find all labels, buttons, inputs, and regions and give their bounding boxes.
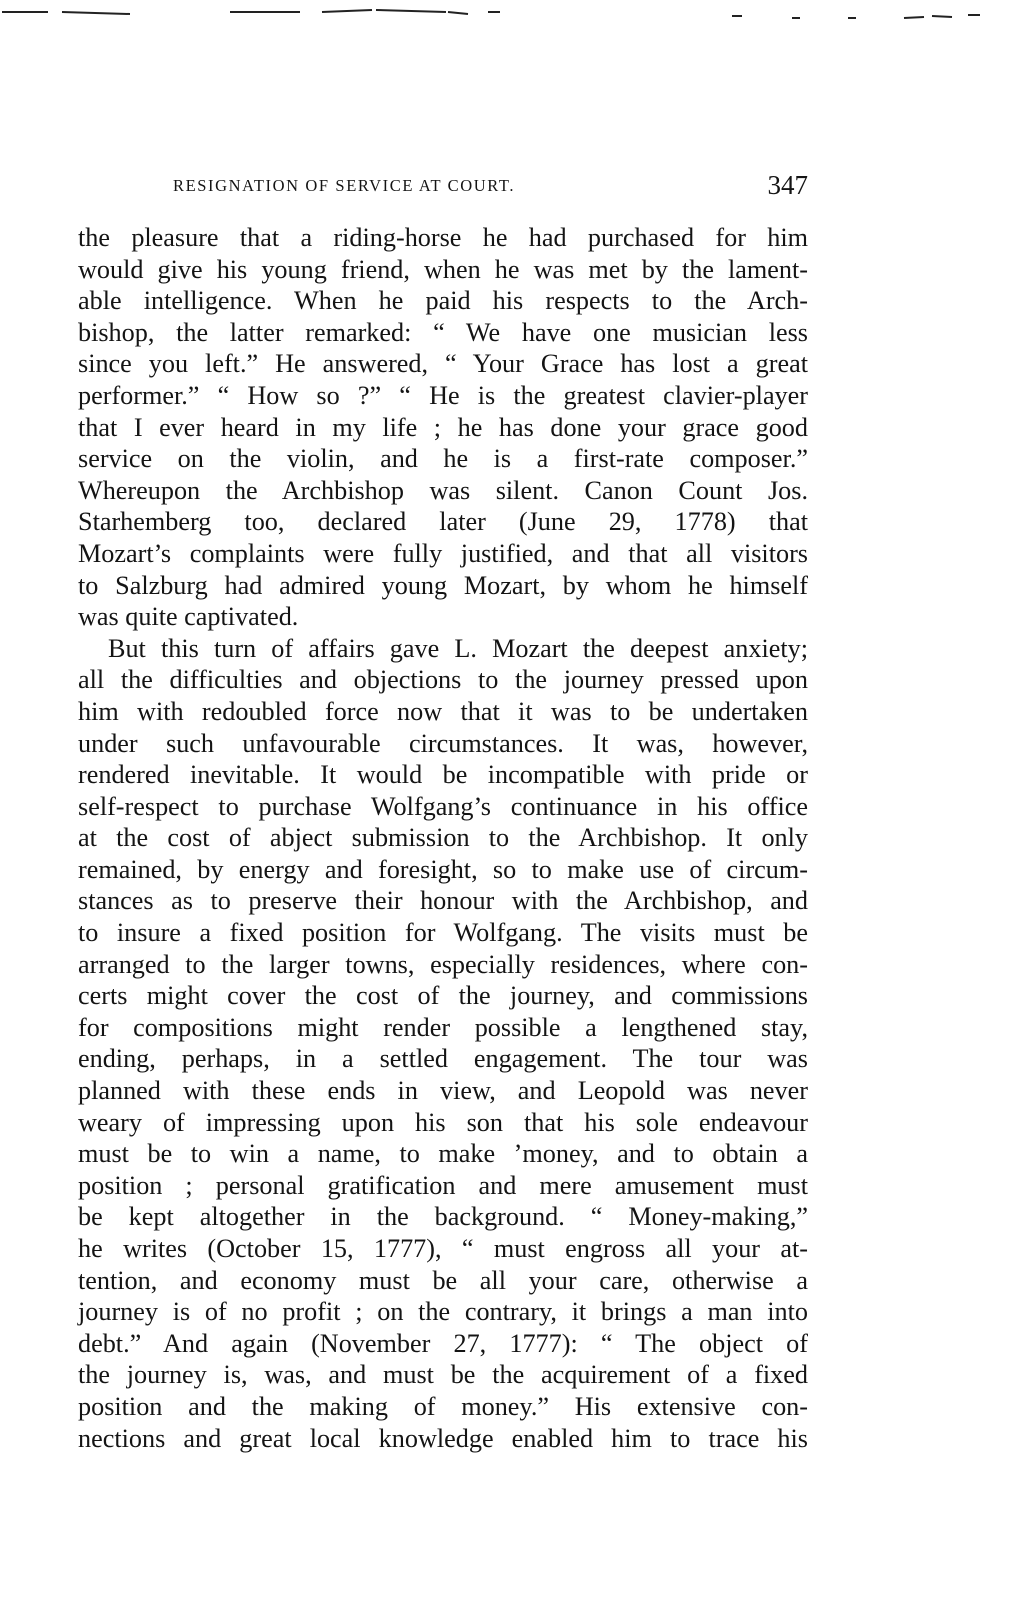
- text-line: the pleasure that a riding-horse he had purchased for him: [78, 223, 808, 252]
- text-line: rendered inevitable. It would be incompatible with pride or: [78, 760, 808, 790]
- text-line: Mozart’s complaints were fully justified, and that all visitors: [78, 538, 808, 568]
- paragraph: [78, 222, 808, 633]
- text-line: the journey is, was, and must be the acquirement of a fixed: [78, 1360, 808, 1390]
- text-line: Starhemberg too, declared later (June 29, 1778) that: [78, 507, 808, 537]
- text-line: he writes (October 15, 1777), “ must engross all your at-: [78, 1234, 808, 1263]
- text-line: would give his young friend, when he was met by the lament-: [78, 254, 808, 284]
- text-line: position ; personal gratification and mere amusement must: [78, 1170, 808, 1200]
- text-line: Whereupon the Archbishop was silent. Canon Count Jos.: [78, 475, 808, 505]
- text-line: debt.” And again (November 27, 1777): “ The object of: [78, 1328, 808, 1358]
- text-line: stances as to preserve their honour with the Archbishop, and: [78, 886, 808, 916]
- text-line: since you left.” He answered, “ Your Grace has lost a great: [78, 349, 808, 379]
- text-line: ending, perhaps, in a settled engagement. The tour was: [78, 1044, 808, 1074]
- body-text: [78, 222, 808, 1454]
- text-line: journey is of no profit ; on the contrary, it brings a man into: [78, 1297, 808, 1327]
- scan-artifact-marks: [0, 0, 1034, 30]
- text-line: to Salzburg had admired young Mozart, by whom he himself: [78, 570, 808, 600]
- text-line: But this turn of affairs gave L. Mozart the deepest anxiety;: [108, 633, 808, 663]
- text-line: position and the making of money.” His extensive con-: [78, 1391, 808, 1421]
- running-title: RESIGNATION OF SERVICE AT COURT.: [173, 176, 516, 195]
- text-line: certs might cover the cost of the journey, and commissions: [78, 981, 808, 1011]
- text-line: tention, and economy must be all your care, otherwise a: [78, 1265, 808, 1295]
- text-line: was quite captivated.: [78, 602, 299, 632]
- text-line: self-respect to purchase Wolfgang’s continuance in his office: [78, 791, 808, 821]
- text-line: must be to win a name, to make ’money, and to obtain a: [78, 1139, 808, 1169]
- text-line: all the difficulties and objections to the journey pressed upon: [78, 665, 808, 695]
- text-line: weary of impressing upon his son that his sole endeavour: [78, 1107, 808, 1137]
- text-line: under such unfavourable circumstances. It was, however,: [78, 728, 808, 758]
- paragraph: [78, 633, 808, 1454]
- text-line: service on the violin, and he is a first-rate composer.”: [78, 444, 808, 474]
- text-line: to insure a fixed position for Wolfgang. The visits must be: [78, 918, 808, 948]
- text-line: him with redoubled force now that it was to be undertaken: [78, 696, 808, 726]
- text-line: that I ever heard in my life ; he has done your grace good: [78, 412, 808, 442]
- text-line: performer.” “ How so ?” “ He is the greatest clavier-player: [78, 380, 808, 410]
- page-header: [78, 170, 808, 210]
- text-line: bishop, the latter remarked: “ We have one musician less: [78, 317, 808, 347]
- text-line: nections and great local knowledge enabled him to trace his: [78, 1423, 808, 1453]
- text-line: at the cost of abject submission to the Archbishop. It only: [78, 823, 808, 853]
- text-line: arranged to the larger towns, especially residences, where con-: [78, 949, 808, 979]
- page-number: 347: [767, 170, 808, 200]
- text-line: be kept altogether in the background. “ Money-making,”: [78, 1202, 808, 1232]
- text-line: for compositions might render possible a lengthened stay,: [78, 1012, 808, 1042]
- text-line: able intelligence. When he paid his respects to the Arch-: [78, 286, 808, 316]
- text-line: planned with these ends in view, and Leopold was never: [78, 1076, 808, 1106]
- text-line: remained, by energy and foresight, so to make use of circum-: [78, 854, 808, 884]
